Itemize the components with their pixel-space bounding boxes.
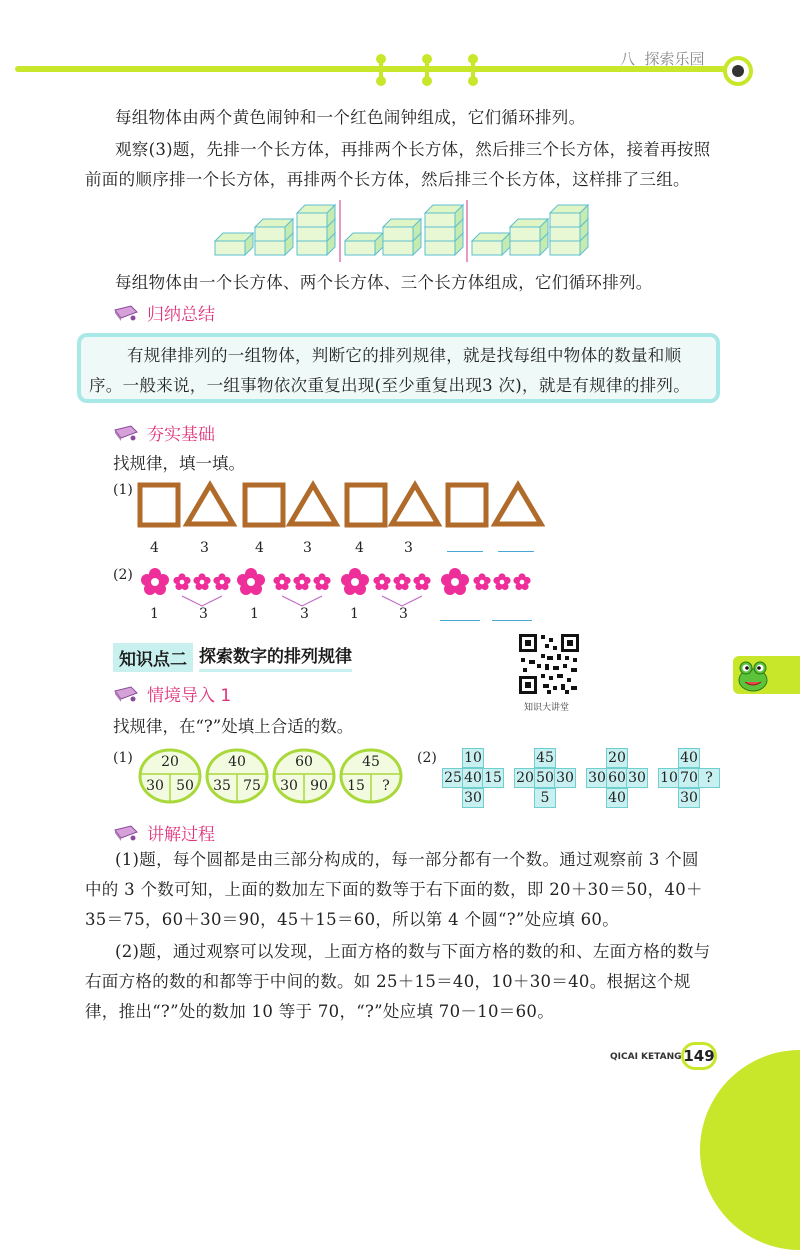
cross-cell-top: 20 (606, 748, 628, 768)
circle-right-number: 75 (243, 778, 261, 794)
q2-number: 1 (350, 606, 359, 622)
number-circle (138, 748, 202, 804)
shape-pattern-figure (135, 480, 545, 530)
knowledge-tag: 知识点二 (113, 643, 193, 672)
qr-caption: 知识大讲堂 (524, 703, 570, 713)
number-cross (658, 748, 718, 808)
basics-title: 夯实基础 (147, 425, 215, 445)
toolbox-icon (113, 685, 139, 703)
number-cross (586, 748, 646, 808)
cross-cell-top: 45 (534, 748, 556, 768)
cross-cell-right: 30 (626, 768, 648, 788)
cross-cell-bottom: 30 (678, 788, 700, 808)
q1-label: (1) (113, 482, 133, 498)
header-emblem-icon (723, 56, 753, 86)
header-pin (376, 54, 386, 84)
q1-answer-blank[interactable] (447, 551, 483, 552)
cross-cell-center: 60 (606, 768, 628, 788)
explain-paragraph-1: (1)题，每个圆都是由三部分构成的，每一部分都有一个数。通过观察前 3 个圆中的 3 个数可知，上面的数加左下面的数等于右下面的数，即 20＋30＝50，40＋35＝75，60＋30＝90，45＋15＝60，所以第 4 个圆“?”处应填 60。 (85, 850, 703, 929)
q1-number: 4 (355, 540, 364, 556)
toolbox-icon (113, 304, 139, 322)
toolbox-icon (113, 424, 139, 442)
cuboid-pattern-figure (210, 200, 590, 270)
number-cross (442, 748, 502, 808)
cross-cell-center: 40 (462, 768, 484, 788)
scenario-instruction: 找规律，在“?”处填上合适的数。 (113, 717, 354, 736)
knowledge-heading (113, 643, 352, 671)
header-pin (422, 54, 432, 84)
q1-number: 4 (255, 540, 264, 556)
section-basics-heading (113, 420, 215, 445)
qr-code-icon[interactable] (517, 632, 581, 696)
q2-number: 3 (199, 606, 208, 622)
cross-cell-left: 20 (514, 768, 536, 788)
header-pin (468, 54, 478, 84)
q1-number: 4 (150, 540, 159, 556)
basics-instruction: 找规律，填一填。 (113, 454, 245, 473)
cross-cell-left: 30 (586, 768, 608, 788)
paragraph-1: 每组物体由两个黄色闹钟和一个红色闹钟组成，它们循环排列。 (115, 108, 586, 127)
cross-cell-bottom: 40 (606, 788, 628, 808)
cross-cell-bottom: 30 (462, 788, 484, 808)
circle-top-number: 60 (295, 754, 313, 770)
q2-label: (2) (113, 567, 133, 583)
cross-cell-right: ? (698, 768, 720, 788)
cross-cell-right: 15 (482, 768, 504, 788)
footer-decoration (700, 1050, 800, 1250)
circle-left-number: 30 (146, 778, 164, 794)
number-cross (514, 748, 574, 808)
section-summary-heading (113, 300, 215, 325)
q2-number: 3 (399, 606, 408, 622)
paragraph-2: 观察(3)题，先排一个长方体，再排两个长方体，然后排三个长方体，接着再按照前面的顺序排一个长方体，再排两个长方体，然后排三个长方体，这样排了三组。 (85, 140, 711, 189)
number-circle (205, 748, 269, 804)
cross-cell-left: 25 (442, 768, 464, 788)
chapter-title: 八 探索乐园 (620, 50, 705, 68)
circle-question-label: (1) (113, 750, 133, 766)
cross-cell-top: 40 (678, 748, 700, 768)
explain-title: 讲解过程 (147, 825, 215, 845)
q2-number: 3 (300, 606, 309, 622)
cross-cell-left: 10 (658, 768, 680, 788)
section-explain-heading (113, 820, 215, 845)
scenario-title: 情境导入 1 (147, 686, 232, 706)
summary-title: 归纳总结 (147, 305, 215, 325)
cross-question-label: (2) (417, 750, 437, 766)
flower-pattern-figure (135, 562, 545, 612)
section-scenario-heading (113, 681, 231, 706)
circle-top-number: 40 (228, 754, 246, 770)
summary-box (77, 333, 720, 403)
circle-right-number: 50 (176, 778, 194, 794)
q1-number: 3 (303, 540, 312, 556)
q1-answer-blank[interactable] (498, 551, 534, 552)
footer-brand: QICAI KETANG (610, 1052, 682, 1062)
q1-number: 3 (404, 540, 413, 556)
page-number: 149 (683, 1047, 715, 1065)
circle-left-number: 15 (347, 778, 365, 794)
number-circle (339, 748, 403, 804)
q1-number: 3 (200, 540, 209, 556)
cross-cell-center: 50 (534, 768, 556, 788)
cross-cell-top: 10 (462, 748, 484, 768)
cross-cell-center: 70 (678, 768, 700, 788)
summary-text: 有规律排列的一组物体，判断它的排列规律，就是找每组中物体的数量和顺序。一般来说，一组事物依次重复出现(至少重复出现3 次)，就是有规律的排列。 (89, 346, 691, 395)
paragraph-3: 每组物体由一个长方体、两个长方体、三个长方体组成，它们循环排列。 (115, 273, 653, 292)
cross-cell-bottom: 5 (534, 788, 556, 808)
circle-top-number: 45 (362, 754, 380, 770)
page-number-badge (681, 1042, 717, 1070)
cross-cell-right: 30 (554, 768, 576, 788)
circle-left-number: 30 (280, 778, 298, 794)
q2-answer-blank[interactable] (492, 620, 532, 621)
circle-right-number: 90 (310, 778, 328, 794)
explain-paragraph-2: (2)题，通过观察可以发现，上面方格的数与下面方格的数的和、左面方格的数与右面方格的数的和都等于中间的数。如 25＋15＝40，10＋30＝40。根据这个规律，推出“?”处的数加 10 等于 70，“?”处应填 70－10＝60。 (85, 942, 711, 1021)
circle-left-number: 35 (213, 778, 231, 794)
toolbox-icon (113, 824, 139, 842)
q2-number: 1 (250, 606, 259, 622)
q2-answer-blank[interactable] (440, 620, 480, 621)
circle-right-number: ? (382, 778, 390, 794)
q2-number: 1 (150, 606, 159, 622)
frog-mascot-icon (735, 658, 771, 694)
knowledge-subtitle: 探索数字的排列规律 (199, 642, 352, 672)
circle-top-number: 20 (161, 754, 179, 770)
number-circle (272, 748, 336, 804)
